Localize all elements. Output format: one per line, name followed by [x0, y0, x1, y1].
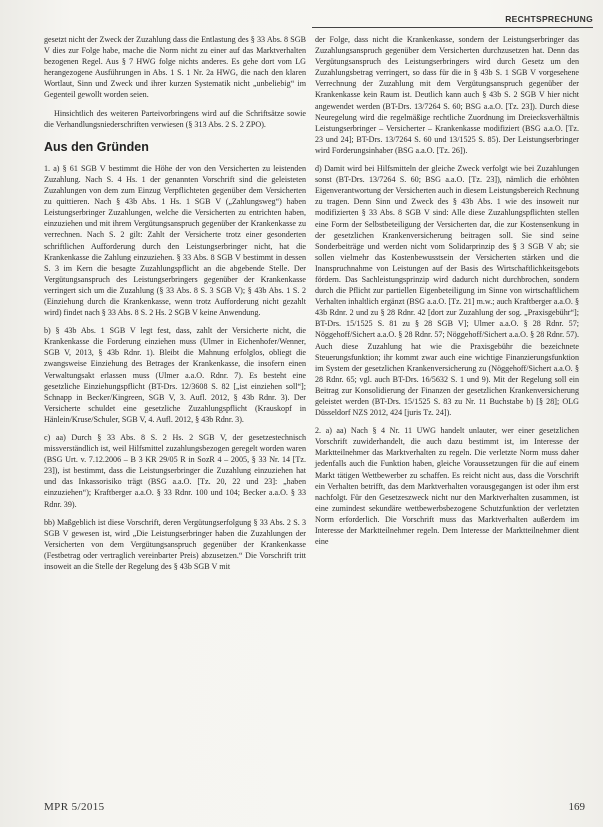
paragraph: 2. a) aa) Nach § 4 Nr. 11 UWG handelt unlauter, wer einer gesetzlichen Vorschrift zuwiderhandelt, die auch dazu bestimmt ist, im Interesse der Marktteilnehmer das Marktverhalten zu regeln. Die verletzte Norm muss daher jedenfalls auch die Funktion haben, gleiche Voraussetzungen für die auf einem Markt tätigen Wettbewerber zu schaffen. Es reicht nicht aus, dass die Vorschrift ein Verhalten betrifft, das dem Marktverhalten vorausgegangen ist oder ihm erst nachfolgt. Für den Gesetzeszweck nicht nur den Marktverhalten zusammen, ist eine zumindest sekundäre wettbewerbsbezogene Schutzfunktion der verletzten Norm erforderlich. Die Vorschrift muss das Marktverhalten außerdem im Interesse der Marktteilnehmer regeln. Dem Interesse der Marktteilnehmer dient eine [315, 426, 579, 547]
paragraph: bb) Maßgeblich ist diese Vorschrift, deren Vergütungserfolgung § 33 Abs. 2 S. 3 SGB V gewesen ist, wird „Die Leistungserbringer haben die Zuzahlungen der Versicherten von dem Vergütungsanspruch gegenüber der Krankenkasse (Festbetrag oder vertraglich vereinbarter Preis) abzusetzen.“ Die Vorschrift tritt insoweit an die Stelle der Regelung des § 43b SGB V mit [44, 517, 306, 572]
page-number: 169 [568, 801, 585, 813]
paragraph: c) aa) Durch § 33 Abs. 8 S. 2 Hs. 2 SGB V, der gesetzestechnisch missverständlich ist, weil Hilfsmittel zuzahlungsbezogen geregelt worden waren (BSG Urt. v. 7.12.2006 – B 3 KR 29/05 R in SozR 4 – 2005, § 33 Nr. 14 [Tz. 23]), ist bestimmt, dass die Leistungserbringer die Zuzahlung einzuziehen hat und das Inkassorisiko trägt (BSG a.a.O. [Tz. 20, 22 und 23]: „haben einzuziehen“); Kraftberger a.a.O. § 33 Rdnr. 100 und 104; Becker a.a.O. § 33 Rdnr. 39). [44, 433, 306, 509]
paragraph: Hinsichtlich des weiteren Parteivorbringens wird auf die Schriftsätze sowie die Verhandlungsniederschriften verwiesen (§ 313 Abs. 2 S. 2 ZPO). [44, 108, 306, 129]
left-column [44, 34, 306, 579]
section-header: RECHTSPRECHUNG [505, 14, 593, 24]
journal-reference: MPR 5/2015 [44, 801, 105, 813]
paragraph: der Folge, dass nicht die Krankenkasse, sondern der Leistungserbringer das Zuzahlungsanspruch gegenüber dem Versicherten durchzusetzen hat. Denn das Vergütungsanspruch des Leistungserbringers wird durch Gesetz um den Zuzahlungsbetrag verringert, so dass für die in § 43b S. 1 SGB V vorgesehene Verrechnung der Zuzahlung mit dem Vergütungsanspruch gegenüber der Krankenkasse kein Raum ist. Deutlich kann auch § 43b S. 2 SGB V hier nicht angewendet werden (BT-Drs. 13/7264 S. 60; BSG a.a.O. [Tz. 23]). Durch diese Neuregelung wird die regelmäßige rechtliche Zuordnung im Dreiecksverhältnis Leistungserbringer – Versicherter – Krankenkasse modifiziert (BSG a.a.O. [Tz. 23 und 24]; BT-Drs. 13/7264 S. 60 und 13/1525 S. 85). Der Leistungserbringer wird Forderungsinhaber (BSG a.a.O. [Tz. 26]). [315, 35, 579, 155]
paragraph: 1. a) § 61 SGB V bestimmt die Höhe der von den Versicherten zu leistenden Zuzahlung. Nach S. 4 Hs. 1 der genannten Vorschrift sind die geleisteten Zuzahlungen von dem zum Einzug Verpflichteten gegenüber dem Versicherten zu quittieren. Nach § 43b Abs. 1 Hs. 1 SGB V („Zahlungsweg“) haben Leistungserbringer Zuzahlungen, welche die Versicherten zu entrichten haben, einzuziehen und mit ihrem Vergütungsanspruch gegenüber der Krankenkasse zu verrechnen. Nach S. 2 gilt: Zahlt der Versicherte trotz einer gesonderten schriftlichen Aufforderung durch den Leistungserbringer nicht, hat die Krankenkasse die Zahlung einzuziehen. § 33 Abs. 8 SGB V bestimmt in dessen S. 3 im Kern die besagte Zuzahlungspflicht an die abgebende Stelle. Der Vergütungsanspruch des Leistungserbringers gegenüber der Krankenkasse verringert sich um die Zuzahlung (§ 33 Abs. 8 S. 3 SGB V); § 43b Abs. 1 S. 2 (Einziehung durch die Krankenkasse, wenn trotz Aufforderung nicht gezahlt wird) findet nach § 33 Abs. 8 S. 2 Hs. 2 SGB V keine Anwendung. [44, 163, 306, 318]
right-column [315, 34, 579, 554]
paragraph: b) § 43b Abs. 1 SGB V legt fest, dass, zahlt der Versicherte nicht, die Krankenkasse die Forderung einziehen muss (Ulmer in Eichenhofer/Wenner, SGB V, 2013, § 43b Rdnr. 1). Bleibt die Mahnung erfolglos, obliegt die zwangsweise Einziehung des Betrages der Krankenkasse, die insofern einen Verwaltungsakt erlassen muss (Ulmer a.a.O. Rdnr. 7). Es besteht eine gesetzliche Einziehungspflicht (BT-Drs. 12/3608 S. 82 [„ist einziehen soll“]; Schnapp in Becker/Kingreen, SGB V, 3. Aufl. 2012, § 43b Rdnr. 3). Der Versicherte schuldet eine gesetzliche Zuzahlungspflicht (Krauskopf in Hänlein/Kruse/Schuler, SGB V, 4. Aufl. 2012, § 43b Rdnr. 3). [44, 326, 306, 424]
paragraph: gesetzt nicht der Zweck der Zuzahlung dass die Entlastung des § 33 Abs. 8 SGB V dies zur Folge habe, mache die Norm nicht zu einer auf das Marktverhalten bezogenen Regel. Aus § 7 HWG folge nichts anderes. Es gehe dort vom LG herangezogene Ausführungen in Abs. 1 S. 1 Nr. 2a HWG, die nach den klaren Wortlaut, Sinn und Zweck und ihrer kurzen Systematik nicht „unbeliebig“ im Gegenteil gewollt worden seien. [44, 35, 306, 100]
paragraph: d) Damit wird bei Hilfsmitteln der gleiche Zweck verfolgt wie bei Zuzahlungen sonst (BT-Drs. 13/7264 S. 60; BSG a.a.O. [Tz. 23]), nämlich die erhöhten Eigenverantwortung der Versicherten auch in diesem Leistungsbereich Rechnung zu tragen. Denn Sinn und Zweck des § 43b Abs. 1 wie des insoweit nur modifizierten § 33 Abs. 8 SGB V sind: Alle diese Zuzahlungspflichten stellen eine Form der Selbstbeteiligung der Versicherten dar, die zur Kostensenkung in der gesetzlichen Krankenversicherung beitragen soll. Sie sind seine Sonderbeiträge und werden nicht vom Solidarprinzip des § 3 SGB V ab; sie sollen vielmehr das Kostenbewusstsein der Versicherten stärken und die Inanspruchnahme von Leistungen auf der Basis des Wirtschaftlichkeitsgebots fördern. Das Sachleistungsprinzip wird dadurch nicht durchbrochen, sondern durch die Pflicht zur partiellen Eigenbeteiligung im Sinne von wirtschaftlichem Verhalten inhaltlich ergänzt (BSG a.a.O. [Tz. 21] m.w.; auch Kraftberger a.a.O. § 43b Rdnr. 2 und zu § 28 Rdnr. 42 [dort zur Zuzahlung der sog. „Praxisgebühr“]; BT-Drs. 15/1525 S. 81 zu § 28 SGB V]; Ulmer a.a.O. § 28 Rdnr. 57; Nöggehoff/Sichert a.a.O. § 28 Rdnr. 57; Nöggehoff/Sichert a.a.O. § 28 Rdnr. 57). Auch diese Zuzahlung hat wie die Praxisgebühr die bezeichnete Steuerungsfunktion; ihr kommt zwar auch eine wichtige Finanzierungsfunktion im System der gesetzlichen Krankenversicherung zu (Nöggehoff/Sichert a.a.O. § 28 Rdnr. 65; vgl. auch BT-Drs. 16/5632 S. 1 und 9). Mit der Regelung soll ein Beitrag zur Konsolidierung der Finanzen der gesetzlichen Krankenversicherung geleistet werden (BT-Drs. 15/1525 S. 83 zu Nr. 11 Buchstabe b) [§ 28]; OLG Düsseldorf NZS 2012, 424 [juris Tz. 24]). [315, 164, 579, 418]
section-heading: Aus den Gründen [44, 139, 149, 154]
header-rule [312, 27, 593, 28]
